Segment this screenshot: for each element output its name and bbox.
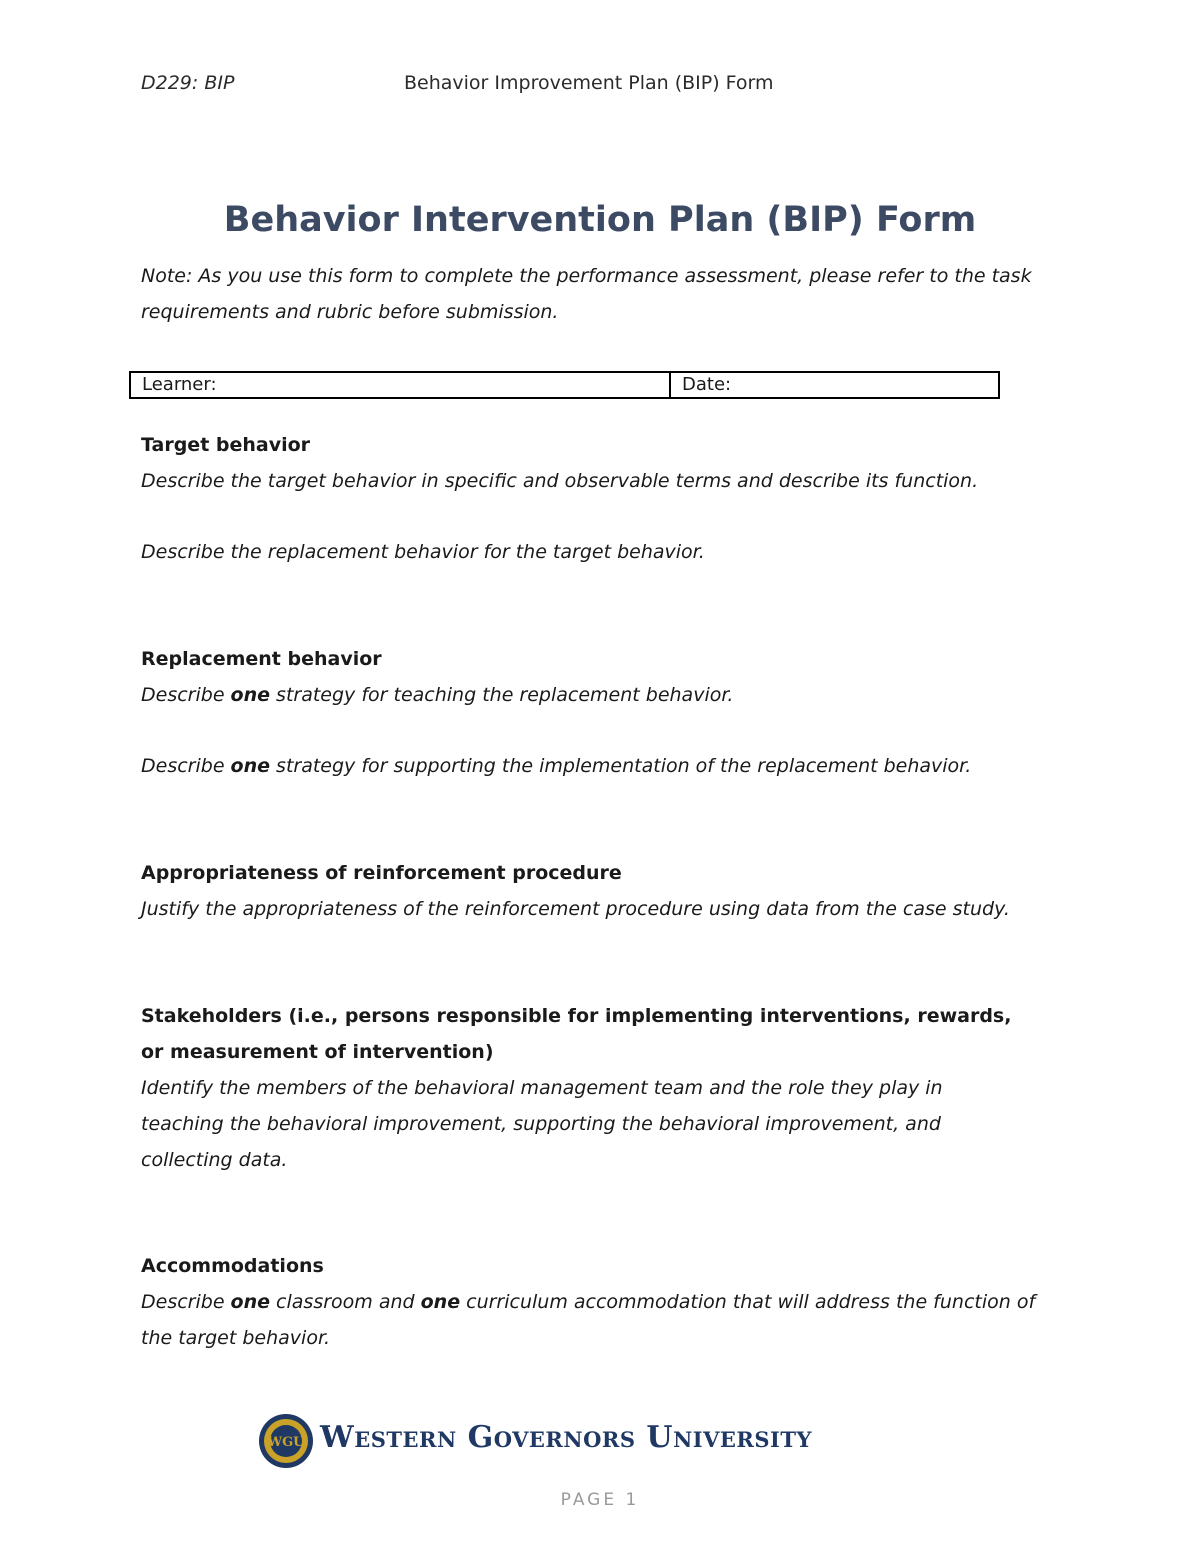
header-course-code: D229: BIP xyxy=(141,72,235,94)
section-heading: Stakeholders (i.e., persons responsible for implementing interventions, rewards, xyxy=(141,1005,1012,1027)
section-prompt: Justify the appropriateness of the reinforcement procedure using data from the case study. xyxy=(141,898,1010,920)
section-prompt: Describe the target behavior in specific and observable terms and describe its function. xyxy=(141,470,979,492)
wgu-logo xyxy=(258,1410,908,1472)
wgu-seal-icon xyxy=(258,1413,314,1469)
section-target-behavior xyxy=(141,427,1061,570)
svg-text:WGU: WGU xyxy=(267,1435,305,1450)
learner-date-table xyxy=(129,371,1000,399)
section-heading: or measurement of intervention) xyxy=(141,1041,494,1063)
section-prompt: Identify the members of the behavioral management team and the role they play in teaching the behavioral improvement, supporting the behavioral improvement, and collecting data. xyxy=(141,1077,943,1171)
date-field[interactable] xyxy=(671,373,998,397)
section-prompt: Describe one strategy for teaching the replacement behavior. xyxy=(141,684,734,706)
section-replacement-behavior xyxy=(141,641,1061,784)
section-reinforcement xyxy=(141,855,1061,927)
instruction-note: Note: As you use this form to complete the performance assessment, please refer to the task requirements and rubric before submission. xyxy=(141,265,1032,323)
section-prompt: Describe one strategy for supporting the implementation of the replacement behavior. xyxy=(141,755,972,777)
page-number: PAGE 1 xyxy=(560,1490,640,1510)
header-document-title: Behavior Improvement Plan (BIP) Form xyxy=(404,72,774,94)
section-prompt: Describe one classroom and one curriculum accommodation that will address the function of the target behavior. xyxy=(141,1291,1036,1349)
section-stakeholders xyxy=(141,998,1061,1178)
learner-label: Learner: xyxy=(142,374,217,395)
section-heading: Appropriateness of reinforcement procedure xyxy=(141,862,622,884)
section-prompt: Describe the replacement behavior for the target behavior. xyxy=(141,541,705,563)
page-title: Behavior Intervention Plan (BIP) Form xyxy=(223,200,977,240)
wgu-wordmark: Western Governors University xyxy=(320,1420,812,1455)
date-label: Date: xyxy=(682,374,732,395)
section-accommodations xyxy=(141,1248,1061,1356)
section-heading: Replacement behavior xyxy=(141,648,382,670)
learner-field[interactable] xyxy=(131,373,671,397)
section-heading: Target behavior xyxy=(141,434,311,456)
section-heading: Accommodations xyxy=(141,1255,324,1277)
